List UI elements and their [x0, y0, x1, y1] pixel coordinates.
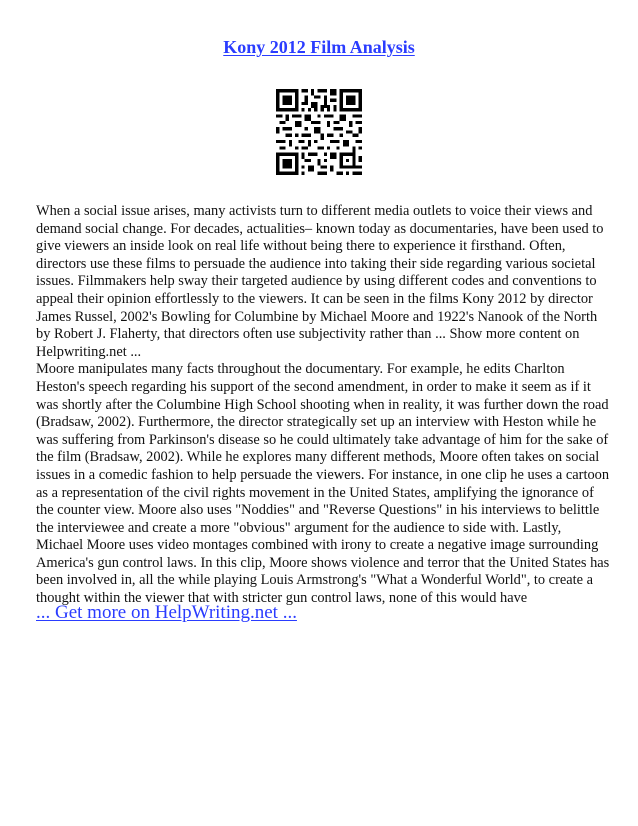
- article-paragraph-2: Moore manipulates many facts throughout the documentary. For example, he edits Charlton Heston's speech regarding his support of the second amendment, in order to make it seem as if it was shortly after the Columbine High School shooting when in reality, it was further down the road (Bradsaw, 2002). Furthermore, the director strategically set up an interview with Heston while he was suffering from Parkinson's disease so he could ultimately take advantage of him for the sake of the film (Bradsaw, 2002). While he explores many different methods, Moore often takes on social issues in a comedic fashion to help persuade the viewers. For instance, in one clip he uses a cartoon as a representation of the civil rights movement in the United States, amplifying the ignorance of the counter view. Moore also uses "Noddies" and "Reverse Questions" in his interviews to belittle the interviewee and create a more "obvious" argument for the audience to side with. Lastly, Michael Moore uses video montages combined with irony to create a negative image surrounding America's gun control laws. In this clip, Moore shows violence and terror that the United States has been involved in, all the while playing Louis Armstrong's "What a Wonderful World", to create a thought within the viewer that with stricter gun control laws, none of this would have: [36, 361, 610, 607]
- get-more-link[interactable]: ... Get more on HelpWriting.net ...: [36, 602, 297, 623]
- qr-code-icon: [273, 86, 365, 178]
- article-paragraph-1: When a social issue arises, many activists turn to different media outlets to voice their views and demand social change. For decades, actualities– known today as documentaries, have been used to give viewers an inside look on real life without being there to experience it firsthand. Often, directors use these films to persuade the audience into taking their side regarding various societal issues. Filmmakers help sway their targeted audience by using different codes and conventions to appeal their opinion effortlessly to the viewers. It can be seen in the films Kony 2012 by director James Russel, 2002's Bowling for Columbine by Michael Moore and 1922's Nanook of the North by Robert J. Flaherty, that directors often use subjectivity rather than ... Show more content on Helpwriting.net ...: [36, 203, 604, 360]
- page-title[interactable]: Kony 2012 Film Analysis: [223, 37, 415, 57]
- article-body: [36, 203, 611, 608]
